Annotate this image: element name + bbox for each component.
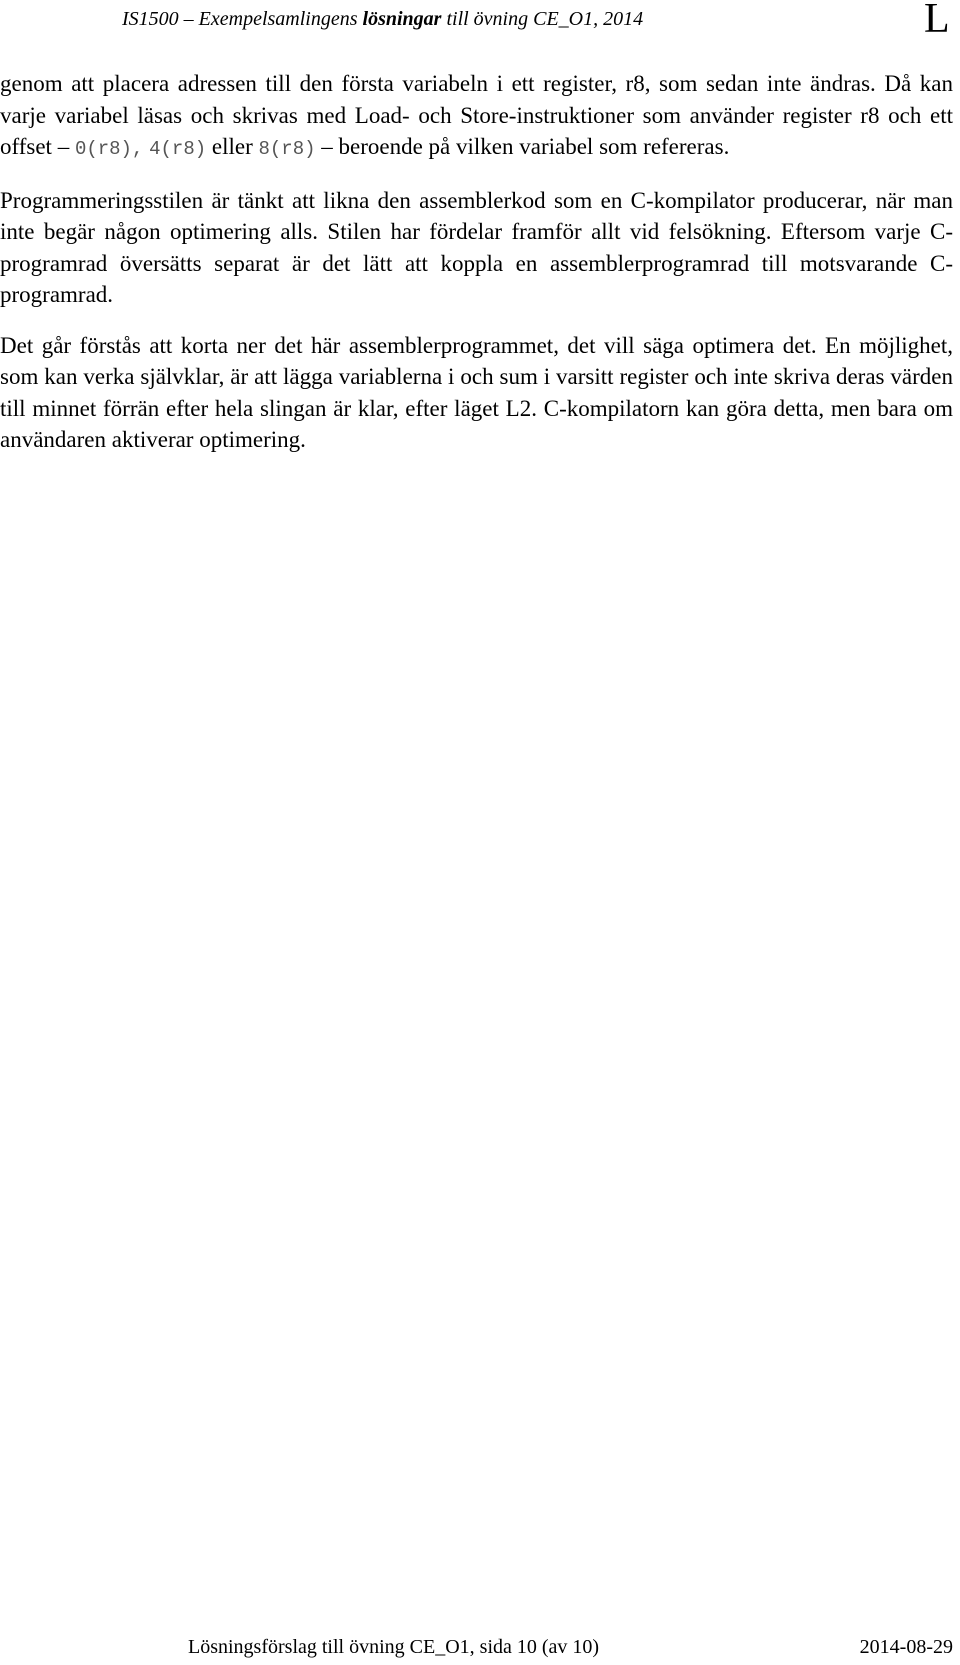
code-offset-8: 8(r8)	[258, 138, 316, 160]
paragraph-1	[0, 68, 953, 166]
paragraph-1-text-c: – beroende på vilken variabel som refereras.	[321, 134, 730, 159]
header-title-bold: lösningar	[362, 8, 442, 30]
paragraph-3: Det går förstås att korta ner det här assemblerprogrammet, det vill säga optimera det. En möjlighet, som kan verka självklar, är att lägga variablerna i och sum i varsitt register och inte skriva deras värden till minnet förrän efter hela slingan är klar, efter läget L2. C-kompilatorn kan göra detta, men bara om användaren aktiverar optimering.	[0, 332, 953, 452]
paragraph-1-text-b: eller	[211, 134, 253, 159]
footer-page-label: Lösningsförslag till övning CE_O1, sida 10 (av 10)	[188, 1636, 600, 1658]
code-offset-0: 0(r8),	[74, 138, 144, 160]
section-letter: L	[924, 0, 950, 42]
header-title-prefix: IS1500 – Exempelsamlingens	[122, 8, 358, 30]
page-header	[0, 0, 960, 58]
code-offset-4: 4(r8)	[149, 138, 207, 160]
footer-date: 2014-08-29	[859, 1636, 953, 1658]
header-title-suffix: till övning CE_O1, 2014	[446, 8, 644, 30]
page-footer	[0, 1636, 953, 1664]
header-title	[122, 8, 643, 31]
paragraph-1-text-a: genom att placera adressen till den första variabeln i ett register, r8, som sedan inte ändras. Då kan varje variabel läsas och skrivas med Load- och Store-instruktioner som använder register r8 och ett offset –	[0, 71, 953, 159]
page-body	[0, 68, 953, 475]
paragraph-2: Programmeringsstilen är tänkt att likna den assemblerkod som en C-kompilator producerar, när man inte begär någon optimering alls. Stilen har fördelar framför allt vid felsökning. Eftersom varje C-programrad översätts separat är det lätt att koppla en assemblerprogramrad till motsvarande C-programrad.	[0, 187, 953, 307]
